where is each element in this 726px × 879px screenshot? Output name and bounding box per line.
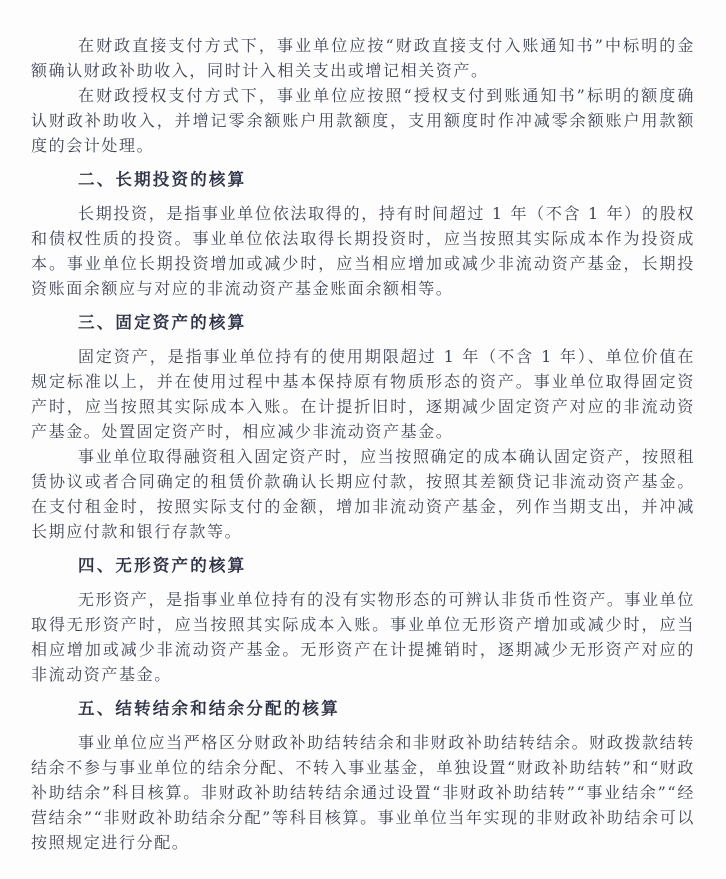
document-section (31, 310, 695, 544)
document-section (31, 696, 695, 855)
paragraph: 固定资产，是指事业单位持有的使用期限超过 1 年（不含 1 年）、单位价值在规定标准以上，并在使用过程中基本保持原有物质形态的资产。事业单位取得固定资产时，应当按照其实际成本入账。在计提折旧时，逐期减少固定资产对应的非流动资产基金。处置固定资产时，相应减少非流动资产基金。 (31, 347, 695, 441)
section-heading: 三、固定资产的核算 (78, 313, 247, 332)
paragraph: 无形资产，是指事业单位持有的没有实物形态的可辨认非货币性资产。事业单位取得无形资产时，应当按照其实际成本入账。事业单位无形资产增加或减少时，应当相应增加或减少非流动资产基金。无形资产在计提摊销时，逐期减少无形资产对应的非流动资产基金。 (31, 590, 695, 684)
section-heading: 四、无形资产的核算 (78, 556, 247, 575)
paragraph: 在财政授权支付方式下，事业单位应按照“授权支付到账通知书”标明的额度确认财政补助收入，并增记零余额账户用款额度，支用额度时作冲减零余额账户用款额度的会计处理。 (31, 86, 695, 155)
paragraph: 在财政直接支付方式下，事业单位应按“财政直接支付入账通知书”中标明的金额确认财政补助收入，同时计入相关支出或增记相关资产。 (31, 36, 695, 80)
paragraph: 长期投资，是指事业单位依法取得的，持有时间超过 1 年（不含 1 年）的股权和债权性质的投资。事业单位依法取得长期投资时，应当按照其实际成本作为投资成本。事业单位长期投资增加或减少时，应当相应增加或减少非流动资产基金，长期投资账面余额应与对应的非流动资产基金账面余额相等。 (31, 204, 695, 298)
document-section (31, 167, 695, 301)
section-heading: 五、结转结余和结余分配的核算 (78, 699, 340, 718)
paragraph: 事业单位取得融资租入固定资产时，应当按照确定的成本确认固定资产，按照租赁协议或者合同确定的租赁价款确认长期应付款，按照其差额贷记非流动资产基金。在支付租金时，按照实际支付的金额，增加非流动资产基金，列作当期支出，并冲减长期应付款和银行存款等。 (31, 447, 695, 541)
paragraph: 事业单位应当严格区分财政补助结转结余和非财政补助结转结余。财政拨款结转结余不参与事业单位的结余分配、不转入事业基金，单独设置“财政补助结转”和“财政补助结余”科目核算。非财政补助结转结余通过设置“非财政补助结转”“事业结余”“经营结余”“非财政补助结余分配”等科目核算。事业单位当年实现的非财政补助结余可以按照规定进行分配。 (31, 733, 695, 852)
section-heading: 二、长期投资的核算 (78, 170, 247, 189)
document-section (31, 553, 695, 687)
